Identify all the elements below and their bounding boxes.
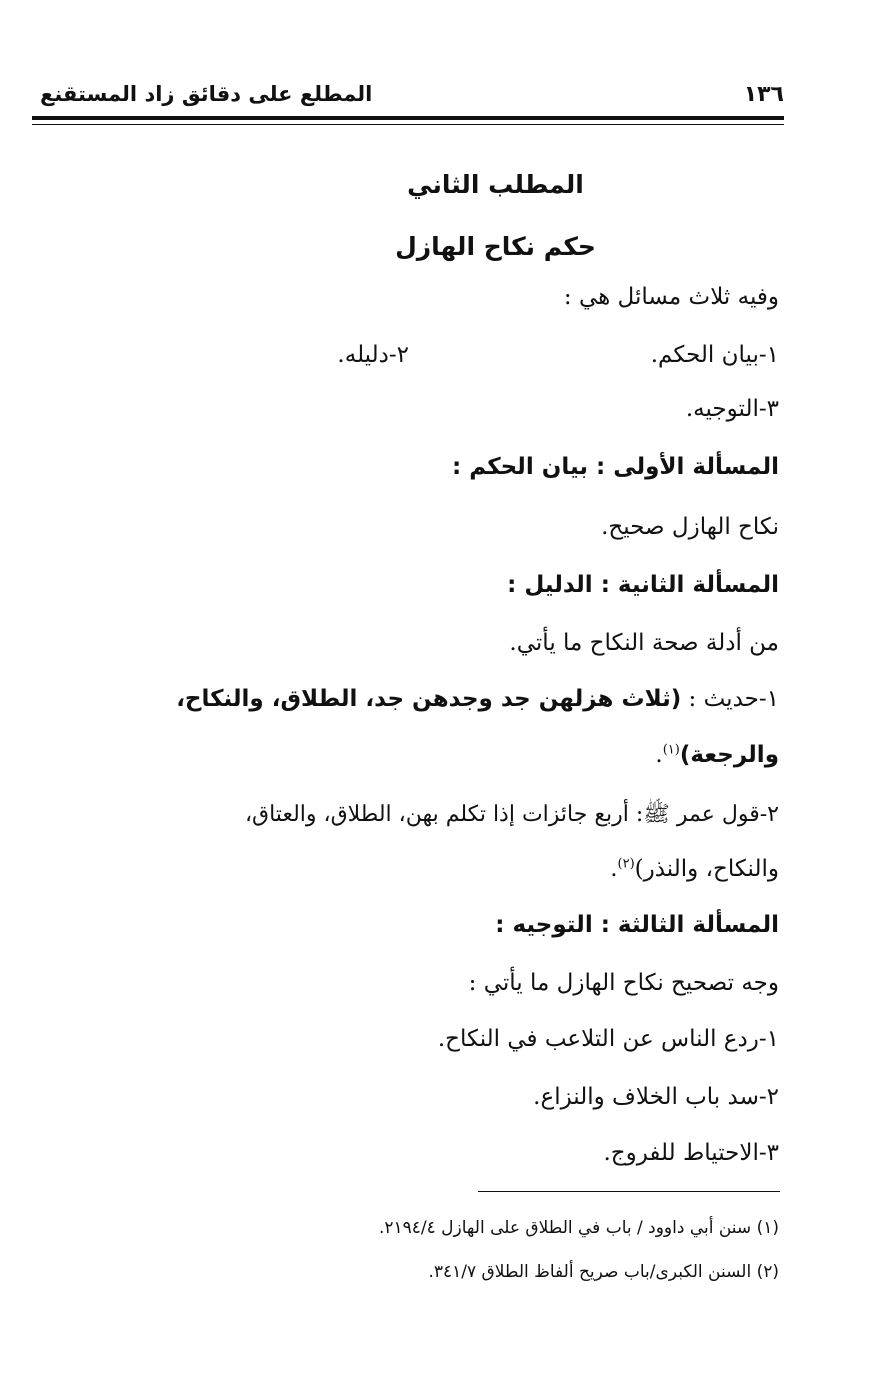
issues-list-item-2: ٢-دليله. [337,342,409,368]
issue3-heading: المسألة الثالثة : التوجيه : [495,912,779,938]
evidence2-period: . [610,856,618,882]
issue3-point-1: ١-ردع الناس عن التلاعب في النكاح. [437,1026,779,1052]
issues-list-item-3: ٣-التوجيه. [685,396,779,422]
issue1-heading: المسألة الأولى : بيان الحكم : [451,454,779,480]
evidence2-line1: ٢-قول عمر ﷺ: أربع جائزات إذا تكلم بهن، الطلاق، والعتاق، [244,802,779,827]
issue3-intro: وجه تصحيح نكاح الهازل ما يأتي : [468,970,779,996]
issue2-heading: المسألة الثانية : الدليل : [507,572,779,598]
footnote-1: (١) سنن أبي داوود / باب في الطلاق على الهازل ٢١٩٤/٤. [378,1218,779,1238]
footnote-separator [478,1191,780,1192]
issues-list-item-1: ١-بيان الحكم. [650,342,779,368]
intro-text: وفيه ثلاث مسائل هي : [563,284,779,310]
evidence2-text: والنكاح، والنذر) [634,856,779,882]
issue1-text: نكاح الهازل صحيح. [601,514,779,540]
running-header [34,78,784,110]
evidence1-quote: (ثلاث هزلهن جد وجدهن جد، الطلاق، والنكاح، [176,686,682,712]
section-subtitle: حكم نكاح الهازل [395,232,596,261]
evidence1-quote-end: والرجعة) [679,742,779,768]
evidence2-line2 [610,856,779,882]
section-title: المطلب الثاني [407,170,584,199]
evidence1-period: . [655,742,663,768]
evidence1-line2 [655,742,779,768]
issue3-point-3: ٣-الاحتياط للفروج. [603,1140,779,1166]
header-rule [32,116,784,125]
footnote-ref-2: (٢) [617,856,635,872]
issue3-point-2: ٢-سد باب الخلاف والنزاع. [533,1084,779,1110]
page-number: ١٣٦ [743,82,784,107]
footnote-ref-1: (١) [662,742,680,758]
evidence1-line1 [32,686,779,712]
footnote-2: (٢) السنن الكبرى/باب صريح ألفاظ الطلاق ٣٤١/٧. [428,1262,779,1282]
evidence1-prefix: ١-حديث : [688,686,779,712]
book-title: المطلع على دقائق زاد المستقنع [40,82,373,106]
issue2-intro: من أدلة صحة النكاح ما يأتي. [509,630,779,656]
